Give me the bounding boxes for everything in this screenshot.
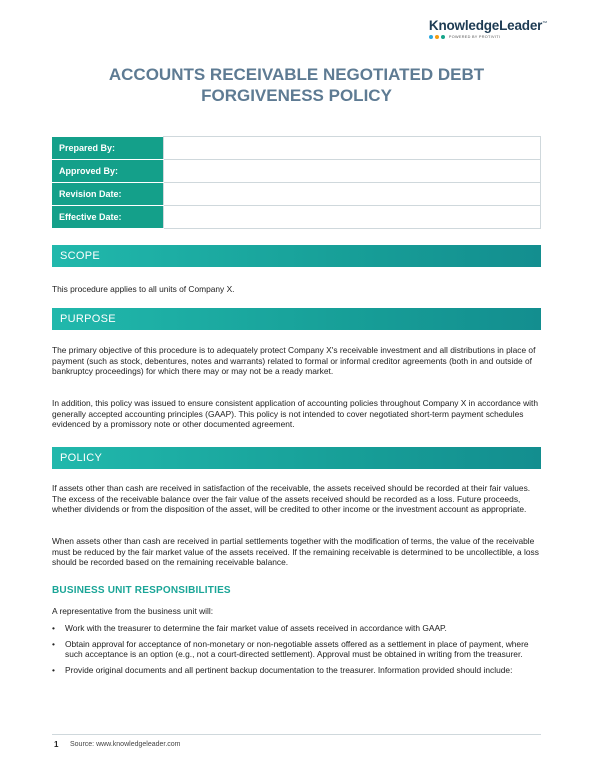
- table-row: [53, 183, 541, 206]
- approved-by-field[interactable]: [164, 160, 541, 183]
- footer-source: Source: www.knowledgeleader.com: [70, 741, 181, 748]
- responsibilities-list: [52, 623, 543, 681]
- policy-heading: POLICY: [52, 447, 541, 469]
- prepared-by-label: Prepared By:: [53, 137, 164, 160]
- list-item-text: Provide original documents and all pertinent backup documentation to the treasurer. Information provided should include:: [65, 665, 513, 676]
- logo-tagline: POWERED BY PROTIVITI: [448, 35, 501, 39]
- document-title: [52, 64, 541, 106]
- purpose-paragraph-1: The primary objective of this procedure is to adequately protect Company X's receivable investment and all distributions in place of payment (such as stock, debentures, notes and warrants) related to formal or informal creditor agreements (both in and outside of bankruptcy proceedings) for which there may or may not be a ready market.: [52, 345, 536, 377]
- list-item: [52, 623, 543, 634]
- table-row: [53, 160, 541, 183]
- effective-date-label: Effective Date:: [53, 206, 164, 229]
- purpose-paragraph-2: In addition, this policy was issued to ensure consistent application of accounting policies throughout Company X in accordance with generally accepted accounting principles (GAAP). This policy is not intended to cover negotiated short-term payment schedules evidenced by a promissory note or other documented agreement.: [52, 398, 539, 430]
- bullet-icon: •: [52, 638, 55, 649]
- table-row: [53, 206, 541, 229]
- logo-trademark: ™: [542, 20, 547, 27]
- scope-text: This procedure applies to all units of Company X.: [52, 284, 235, 294]
- footer-divider: [52, 734, 541, 735]
- policy-paragraph-2: When assets other than cash are received in partial settlements together with the modification of terms, the value of the receivable must be reduced by the fair market value of the assets received. If the remaining receivable is determined to be uncollectible, a loss should be recorded based on the remaining receivable balance.: [52, 536, 539, 568]
- effective-date-field[interactable]: [164, 206, 541, 229]
- bullet-icon: •: [52, 665, 55, 676]
- logo-dot: [429, 35, 433, 39]
- knowledgeleader-logo: [429, 18, 547, 39]
- logo-name: KnowledgeLeader: [428, 18, 543, 33]
- purpose-heading: PURPOSE: [52, 308, 541, 330]
- logo-dot: [441, 35, 445, 39]
- list-item: [52, 639, 543, 660]
- scope-heading: SCOPE: [52, 245, 541, 267]
- logo-dot: [435, 35, 439, 39]
- list-item-text: Obtain approval for acceptance of non-monetary or non-negotiable assets offered as a settlement in place of payment, where such acceptance is an option (e.g., not a court-directed settlement). Approval must be obtained in writing from the treasurer.: [65, 638, 529, 660]
- revision-date-label: Revision Date:: [53, 183, 164, 206]
- logo-subline: [429, 35, 547, 39]
- table-row: [53, 137, 541, 160]
- list-item-text: Work with the treasurer to determine the fair market value of assets received in accordance with GAAP.: [65, 623, 447, 633]
- title-line-2: FORGIVENESS POLICY: [201, 86, 392, 105]
- page-number: 1: [54, 740, 59, 749]
- approved-by-label: Approved By:: [53, 160, 164, 183]
- title-line-1: ACCOUNTS RECEIVABLE NEGOTIATED DEBT: [108, 65, 485, 84]
- list-item: [52, 665, 543, 676]
- prepared-by-field[interactable]: [164, 137, 541, 160]
- business-unit-intro: A representative from the business unit will:: [52, 606, 214, 616]
- bullet-icon: •: [52, 623, 55, 633]
- logo-wordmark: [429, 18, 547, 33]
- document-info-table: [52, 136, 541, 229]
- logo-dots-icon: [429, 35, 445, 39]
- revision-date-field[interactable]: [164, 183, 541, 206]
- business-unit-heading: BUSINESS UNIT RESPONSIBILITIES: [52, 585, 231, 596]
- policy-paragraph-1: If assets other than cash are received in satisfaction of the receivable, the assets received should be recorded at their fair values. The excess of the receivable balance over the fair value of the assets received should be recorded as a loss. Future proceeds, whether dividends or from the disposition of the asset, will be credited to other income or the investment account as appropriate.: [52, 483, 531, 515]
